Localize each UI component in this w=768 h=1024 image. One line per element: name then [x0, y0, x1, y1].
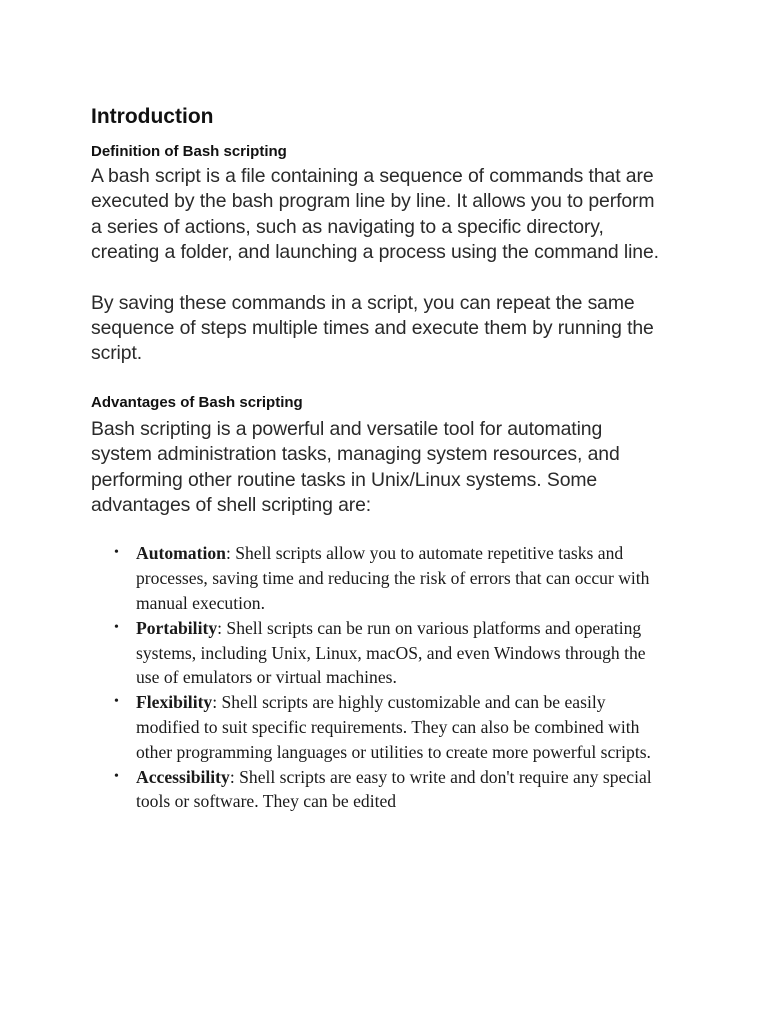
list-item-text: : Shell scripts can be run on various platforms and operating systems, including Unix, Linux, macOS, and even Windows through the use of emulators or virtual machines.: [136, 617, 646, 688]
bullet-icon: •: [114, 768, 119, 784]
definition-paragraph-1: A bash script is a file containing a sequence of commands that are executed by the bash program line by line. It allows you to perform a series of actions, such as navigating to a specific directory, creating a folder, and launching a process using the command line.: [91, 165, 659, 264]
bullet-icon: •: [114, 619, 119, 635]
definition-heading: Definition of Bash scripting: [91, 143, 287, 160]
list-item: [114, 616, 668, 690]
list-item-term: Portability: [136, 617, 218, 638]
advantages-intro: Bash scripting is a powerful and versatile tool for automating system administration tasks, managing system resources, and performing other routine tasks in Unix/Linux systems. Some advantages of shell scripting are:: [91, 417, 620, 517]
list-item-term: Accessibility: [136, 766, 230, 787]
list-item-term: Automation: [136, 543, 226, 564]
bullet-icon: •: [114, 545, 119, 561]
list-item-text: : Shell scripts are easy to write and don't require any special tools or software. They can be edited: [136, 766, 652, 812]
advantages-heading: Advantages of Bash scripting: [91, 393, 303, 411]
list-item-text: : Shell scripts allow you to automate repetitive tasks and processes, saving time and reducing the risk of errors that can occur with manual execution.: [136, 543, 650, 614]
list-item: [114, 690, 668, 764]
list-item: [114, 765, 668, 815]
list-item-text: : Shell scripts are highly customizable and can be easily modified to suit specific requirements. They can also be combined with other programming languages or utilities to create more powerful scripts.: [136, 692, 651, 762]
advantages-list: [91, 541, 668, 814]
list-item: [114, 541, 668, 615]
definition-paragraph-2: By saving these commands in a script, you can repeat the same sequence of steps multiple times and execute them by running the script.: [91, 291, 654, 365]
list-item-term: Flexibility: [136, 692, 213, 713]
bullet-icon: •: [114, 694, 119, 710]
page-title: Introduction: [91, 105, 214, 128]
